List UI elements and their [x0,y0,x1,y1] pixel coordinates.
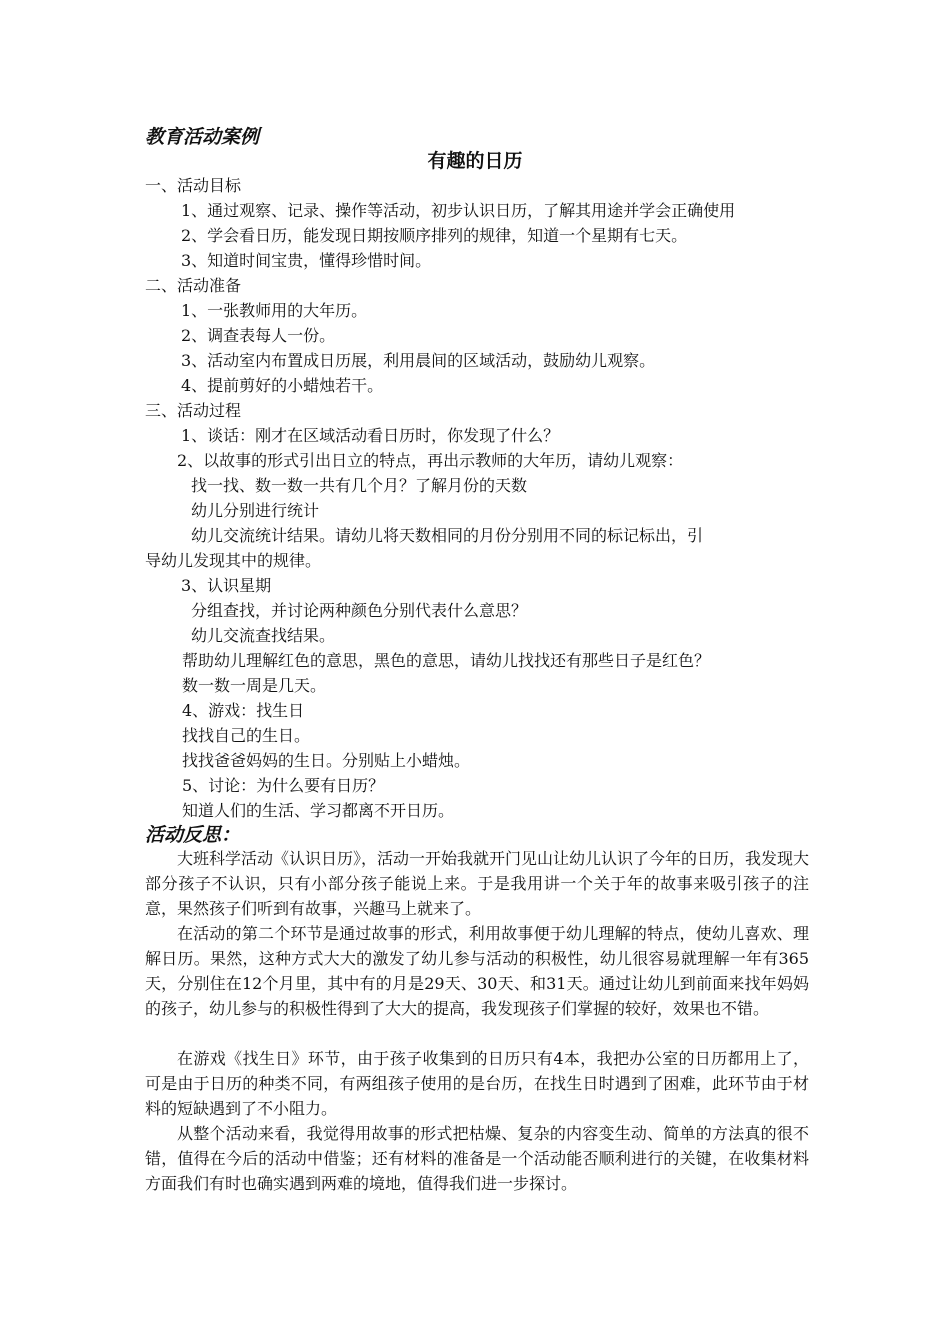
case-heading: 教育活动案例 [145,126,260,148]
process-heading: 三、活动过程 [145,401,242,420]
process-line: 3、认识星期 [181,576,272,595]
process-line: 找找爸爸妈妈的生日。分别贴上小蜡烛。 [182,751,471,770]
process-line: 找一找、数一数一共有几个月？了解月份的天数 [191,476,528,495]
reflection-paragraph: 从整个活动来看，我觉得用故事的形式把枯燥、复杂的内容变生动、简单的方法真的很不错，值得在今后的活动中借鉴；还有材料的准备是一个活动能否顺利进行的关键，在收集材料方面我们有时也确实遇到两难的境地，值得我们进一步探讨。 [145,1124,809,1193]
goal-item: 1、通过观察、记录、操作等活动，初步认识日历，了解其用途并学会正确使用 [181,201,736,220]
reflection-paragraph: 在活动的第二个环节是通过故事的形式，利用故事便于幼儿理解的特点，使幼儿喜欢、理解日历。果然，这种方式大大的激发了幼儿参与活动的积极性，幼儿很容易就理解一年有365天，分别住在12个月里，其中有的月是29天、30天、和31天。通过让幼儿到前面来找年妈妈的孩子，幼儿参与的积极性得到了大大的提高，我发现孩子们掌握的较好，效果也不错。 [145,924,809,1018]
goals-heading: 一、活动目标 [145,176,242,195]
process-line: 导幼儿发现其中的规律。 [145,551,322,570]
reflection-heading: 活动反思： [145,824,241,846]
process-line: 5、讨论：为什么要有日历？ [182,776,385,795]
prep-item: 4、提前剪好的小蜡烛若干。 [181,376,384,395]
prep-heading: 二、活动准备 [145,276,242,295]
process-line: 幼儿分别进行统计 [191,501,320,520]
process-line: 帮助幼儿理解红色的意思，黑色的意思，请幼儿找找还有那些日子是红色？ [182,651,711,670]
goal-item: 3、知道时间宝贵，懂得珍惜时间。 [181,251,432,270]
prep-item: 2、调查表每人一份。 [181,326,336,345]
process-line: 知道人们的生活、学习都离不开日历。 [182,801,455,820]
prep-item: 1、一张教师用的大年历。 [181,301,368,320]
process-line: 1、谈话：刚才在区域活动看日历时，你发现了什么？ [181,426,560,445]
process-line: 2、以故事的形式引出日立的特点，再出示教师的大年历，请幼儿观察： [177,451,684,470]
document-title: 有趣的日历 [427,150,523,172]
reflection-paragraph: 在游戏《找生日》环节，由于孩子收集到的日历只有4本，我把办公室的日历都用上了，可是由于日历的种类不同，有两组孩子使用的是台历，在找生日时遇到了困难，此环节由于材料的短缺遇到了不小阻力。 [145,1049,809,1118]
process-line: 幼儿交流查找结果。 [191,626,336,645]
process-line: 幼儿交流统计结果。请幼儿将天数相同的月份分别用不同的标记标出，引 [191,526,704,545]
process-line: 4、游戏：找生日 [182,701,305,720]
process-line: 数一数一周是几天。 [182,676,327,695]
process-line: 找找自己的生日。 [182,726,311,745]
process-line: 分组查找，并讨论两种颜色分别代表什么意思？ [191,601,528,620]
goal-item: 2、学会看日历，能发现日期按顺序排列的规律，知道一个星期有七天。 [181,226,688,245]
reflection-paragraph: 大班科学活动《认识日历》，活动一开始我就开门见山让幼儿认识了今年的日历，我发现大部分孩子不认识，只有小部分孩子能说上来。于是我用讲一个关于年的故事来吸引孩子的注意，果然孩子们听到有故事，兴趣马上就来了。 [145,849,810,918]
prep-item: 3、活动室内布置成日历展，利用晨间的区域活动，鼓励幼儿观察。 [181,351,656,370]
